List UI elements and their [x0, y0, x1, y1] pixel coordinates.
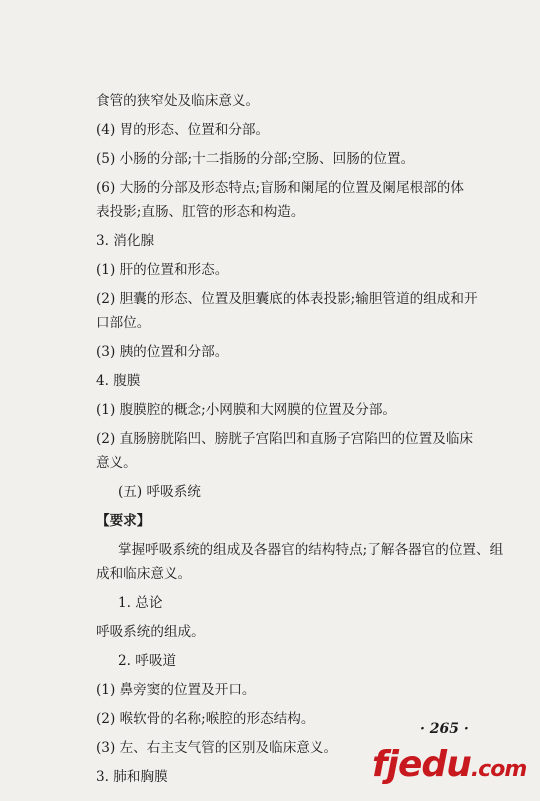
text-line: (6) 大肠的分部及形态特点;盲肠和阑尾的位置及阑尾根部的体 — [96, 180, 464, 196]
text-line: (4) 胃的形态、位置和分部。 — [96, 122, 270, 138]
text-line: (1) 鼻旁窦的位置及开口。 — [96, 682, 256, 698]
text-line: 表投影;直肠、肛管的形态和构造。 — [96, 204, 305, 220]
text-line: 意义。 — [96, 455, 137, 471]
text-line: (2) 喉软骨的名称;喉腔的形态结构。 — [96, 711, 315, 727]
section-heading: 2. 呼吸道 — [118, 653, 177, 669]
text-line: (3) 左、右主支气管的区别及临床意义。 — [96, 740, 338, 756]
text-line: (2) 胆囊的形态、位置及胆囊底的体表投影;输胆管道的组成和开 — [96, 291, 478, 307]
section-heading: (五) 呼吸系统 — [118, 484, 201, 500]
text-line: (1) 肝的位置和形态。 — [96, 262, 229, 278]
section-heading: 3. 肺和胸膜 — [96, 769, 168, 785]
watermark-logo: fjedu.com — [372, 744, 527, 785]
section-heading: 3. 消化腺 — [96, 233, 155, 249]
text-line: 成和临床意义。 — [96, 566, 192, 582]
section-heading: 1. 总论 — [118, 595, 163, 611]
requirements-heading: 【要求】 — [96, 513, 151, 529]
text-line: 口部位。 — [96, 315, 151, 331]
section-heading: 4. 腹膜 — [96, 373, 141, 389]
text-line: 呼吸系统的组成。 — [96, 624, 205, 640]
page-number: · 265 · — [420, 721, 469, 737]
text-line: 掌握呼吸系统的组成及各器官的结构特点;了解各器官的位置、组 — [118, 542, 504, 558]
text-line: (2) 直肠膀胱陷凹、膀胱子宫陷凹和直肠子宫陷凹的位置及临床 — [96, 431, 474, 447]
text-line: (5) 小肠的分部;十二指肠的分部;空肠、回肠的位置。 — [96, 151, 415, 167]
text-line: (3) 胰的位置和分部。 — [96, 344, 229, 360]
text-line: 食管的狭窄处及临床意义。 — [96, 93, 260, 109]
text-line: (1) 腹膜腔的概念;小网膜和大网膜的位置及分部。 — [96, 402, 397, 418]
